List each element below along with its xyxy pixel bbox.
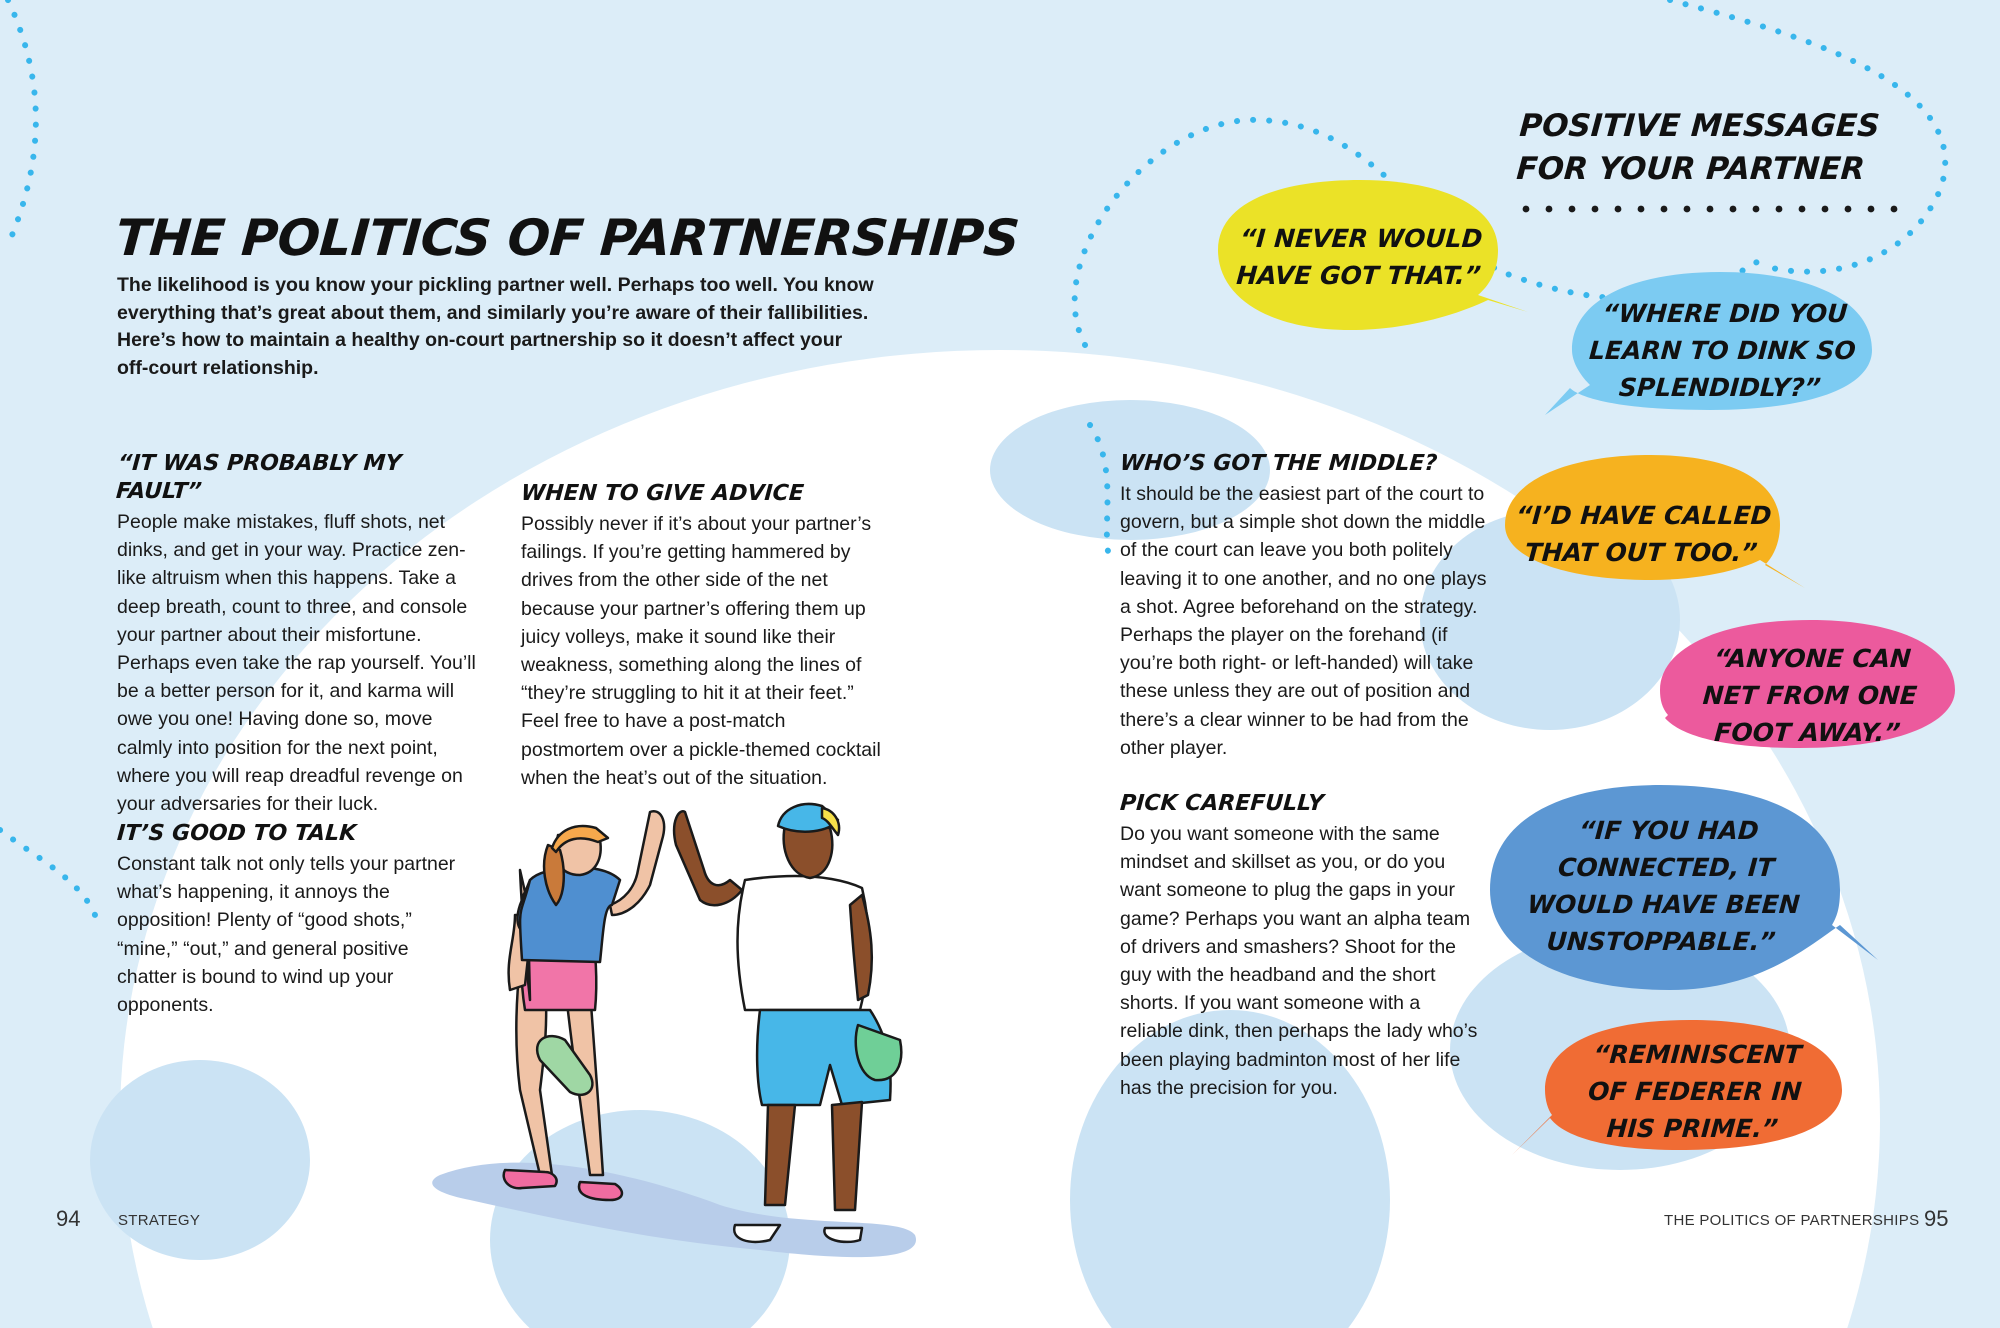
bubble-line: THAT OUT TOO.” — [1523, 538, 1759, 567]
section-probably-my-fault — [117, 450, 487, 818]
bubble-line: CONNECTED, IT — [1557, 853, 1776, 882]
bubble-6-text — [1546, 1036, 1844, 1147]
running-head-left: STRATEGY — [118, 1212, 201, 1229]
bubble-line: OF FEDERER IN — [1587, 1077, 1803, 1106]
page-number-left: 94 — [56, 1206, 81, 1231]
intro-paragraph: The likelihood is you know your pickling partner well. Perhaps too well. You know everything that’s great about them, and similarly you’re aware of their fallibilities. Here’s how to maintain a healthy on-court partnership so it doesn’t affect your off-court relationship. — [117, 274, 874, 379]
section-when-to-give-advice — [521, 480, 891, 792]
positive-messages-heading — [1515, 105, 1881, 191]
section-pick-carefully — [1120, 790, 1480, 1102]
section-heading: WHO’S GOT THE MIDDLE? — [1119, 451, 1439, 476]
bubble-line: “I NEVER WOULD — [1239, 224, 1484, 253]
bubble-line: LEARN TO DINK SO — [1588, 336, 1857, 365]
section-body: Possibly never if it’s about your partner’s failings. If you’re getting hammered by drives from the other side of the net because your partner’s offering them up juicy volleys, make it sound like their weakness, something along the lines of “they’re struggling to hit it at their feet.” Feel free to have a post-match postmortem over a pickle-themed cocktail when the heat’s out of the situation. — [521, 513, 881, 789]
bubble-line: FOOT AWAY.” — [1713, 718, 1902, 747]
bubble-5-text — [1490, 812, 1840, 960]
bubble-line: SPLENDIDLY?” — [1617, 373, 1822, 402]
section-body: People make mistakes, fluff shots, net dinks, and get in your way. Practice zen-like altruism when this happens. Take a deep breath, count to three, and console your partner about their misfortune. Perhaps even take the rap yourself. You’ll be a better person for it, and karma will owe you one! Having done so, move calmly into position for the next point, where you will reap dreadful revenge on your adversaries for their luck. — [117, 511, 476, 816]
page-number-right: 95 — [1924, 1206, 1949, 1231]
section-heading: WHEN TO GIVE ADVICE — [520, 481, 805, 506]
section-body: Do you want someone with the same mindset and skillset as you, or do you want someone to plug the gaps in your game? Perhaps you want an alpha team of drivers and smashers? Shoot for the guy with the headband and the short shorts. If you want someone with a reliable dink, then perhaps the lady who’s been playing badminton most of her life has the precision for you. — [1120, 823, 1478, 1099]
bubble-line: WOULD HAVE BEEN — [1526, 890, 1801, 919]
bubble-3-text — [1507, 497, 1777, 571]
bubble-line: “WHERE DID YOU — [1601, 299, 1849, 328]
bubble-line: “REMINISCENT — [1592, 1040, 1803, 1069]
bubble-line: HIS PRIME.” — [1605, 1114, 1780, 1143]
bubble-line: NET FROM ONE — [1701, 681, 1919, 710]
page-title: THE POLITICS OF PARTNERSHIPS — [113, 209, 1021, 267]
section-whos-got-the-middle — [1120, 450, 1490, 762]
bubble-2-text — [1576, 295, 1869, 406]
bubble-1-text — [1222, 220, 1497, 294]
section-body: Constant talk not only tells your partner what’s happening, it annoys the opposition! Plenty of “good shots,” “mine,” “out,” and general positive chatter is bound to wind up your opponents. — [117, 853, 456, 1017]
bubble-line: “I’D HAVE CALLED — [1515, 501, 1773, 530]
heading-line: POSITIVE MESSAGES — [1518, 108, 1881, 144]
section-heading: “IT WAS PROBABLY MY FAULT” — [115, 451, 403, 504]
section-good-to-talk — [117, 820, 457, 1019]
section-heading: PICK CAREFULLY — [1119, 791, 1325, 816]
section-body: It should be the easiest part of the court to govern, but a simple shot down the middle of the court can leave you both politely leaving it to one another, and no one plays a shot. Agree beforehand on the strategy. Perhaps the player on the forehand (if you’re both right- or left-handed) will take these unless they are out of position and there’s a clear winner to be had from the other player. — [1120, 483, 1487, 759]
running-head-right: THE POLITICS OF PARTNERSHIPS — [1664, 1212, 1920, 1229]
bubble-line: “ANYONE CAN — [1713, 644, 1913, 673]
bubble-line: HAVE GOT THAT.” — [1235, 261, 1483, 290]
bubble-line: UNSTOPPABLE.” — [1545, 927, 1777, 956]
bubble-4-text — [1666, 640, 1954, 751]
section-heading: IT’S GOOD TO TALK — [116, 821, 358, 846]
bubble-line: “IF YOU HAD — [1578, 816, 1760, 845]
heading-line: FOR YOUR PARTNER — [1515, 151, 1867, 187]
